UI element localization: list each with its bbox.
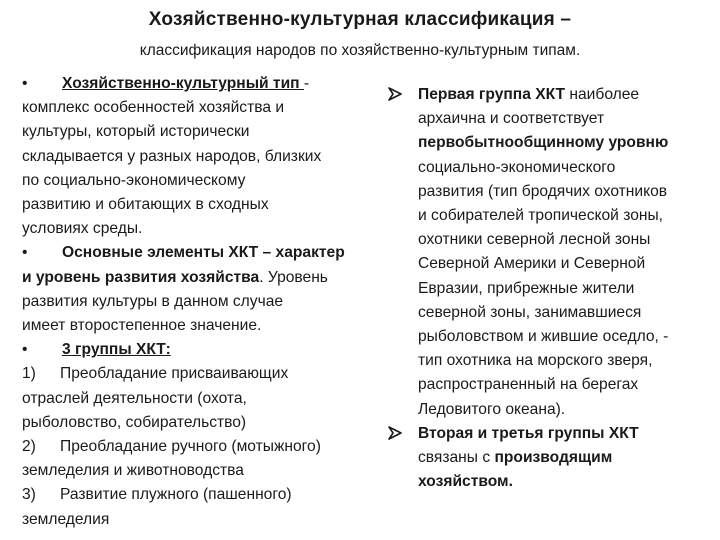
first-group-line: рыболовством и жившие оседло, -	[418, 328, 669, 346]
left-column	[22, 72, 390, 532]
first-group-line: распространенный на берегах	[418, 376, 639, 394]
definition-line: условиях среды.	[22, 220, 143, 238]
first-group-line: архаична и соответствует	[418, 110, 605, 128]
right-column	[388, 83, 718, 494]
group-line: земледелия	[22, 510, 110, 528]
first-group-tail: наиболее	[565, 86, 640, 103]
first-group-line: охотники северной лесной зоны	[418, 231, 651, 249]
definition-bullet	[22, 72, 390, 96]
first-group-line: развития (тип бродячих охотников	[418, 182, 668, 200]
group-line: рыболовство, собирательство)	[22, 413, 247, 431]
group-number: 2)	[22, 438, 36, 456]
definition-line: складывается у разных народов, близких	[22, 147, 322, 165]
bullet-dot-icon: •	[22, 75, 28, 92]
definition-dash: -	[303, 75, 310, 92]
elements-bullet	[22, 241, 390, 265]
second-third-group-text: связаны с	[418, 449, 495, 467]
slide-title: Хозяйственно-культурная классификация –	[148, 9, 572, 30]
definition-line: культуры, который исторически	[22, 123, 250, 141]
definition-term: Хозяйственно-культурный тип	[62, 75, 304, 92]
slide-subtitle: классификация народов по хозяйственно-культурным типам.	[139, 42, 581, 59]
group-text: Преобладание присваивающих	[60, 365, 289, 383]
first-group-line: северной зоны, занимавшиеся	[418, 303, 642, 321]
group-item-2	[22, 435, 390, 459]
elements-bold-text: и уровень развития хозяйства	[22, 268, 260, 286]
group-line: отраслей деятельности (охота,	[22, 389, 247, 407]
bullet-dot-icon: •	[22, 244, 28, 262]
groups-bullet	[22, 338, 390, 362]
first-group-item	[388, 83, 718, 422]
group-text: Развитие плужного (пашенного)	[60, 486, 292, 504]
group-item-1	[22, 362, 390, 386]
elements-line: развития культуры в данном случае	[22, 292, 284, 310]
elements-line	[22, 266, 390, 290]
first-group-line: Евразии, прибрежные жители	[418, 279, 635, 297]
definition-line: развитию и обитающих в сходных	[22, 196, 269, 214]
group-number: 3)	[22, 486, 36, 504]
group-line: земледелия и животноводства	[22, 462, 244, 480]
group-number: 1)	[22, 365, 36, 383]
elements-line: имеет второстепенное значение.	[22, 317, 262, 335]
group-text: Преобладание ручного (мотыжного)	[60, 438, 321, 456]
arrow-bullet-icon	[388, 426, 402, 440]
definition-line: по социально-экономическому	[22, 171, 246, 189]
first-group-line: социально-экономического	[418, 158, 616, 176]
first-group-heading: Первая группа ХКТ	[418, 86, 566, 103]
economy-bold-text: хозяйством.	[418, 473, 513, 491]
second-third-group-item	[388, 422, 718, 495]
first-group-line: Ледовитого океана).	[418, 400, 566, 418]
arrow-bullet-icon	[388, 87, 402, 101]
first-group-line: тип охотника на морского зверя,	[418, 352, 653, 370]
first-group-line: Северной Америки и Северной	[418, 255, 646, 273]
definition-line: комплекс особенностей хозяйства и	[22, 99, 285, 117]
groups-heading: 3 группы ХКТ:	[62, 341, 171, 359]
producing-bold-text: производящим	[494, 449, 613, 467]
first-group-line: и собирателей тропической зоны,	[418, 207, 664, 225]
bullet-dot-icon: •	[22, 341, 28, 359]
group-item-3	[22, 483, 390, 507]
second-third-group-heading: Вторая и третья группы ХКТ	[418, 424, 639, 442]
elements-tail: . Уровень	[259, 268, 328, 286]
elements-bold-text: Основные элементы ХКТ – характер	[62, 244, 345, 262]
first-group-bold-line: первобытнообщинному уровню	[418, 134, 669, 152]
